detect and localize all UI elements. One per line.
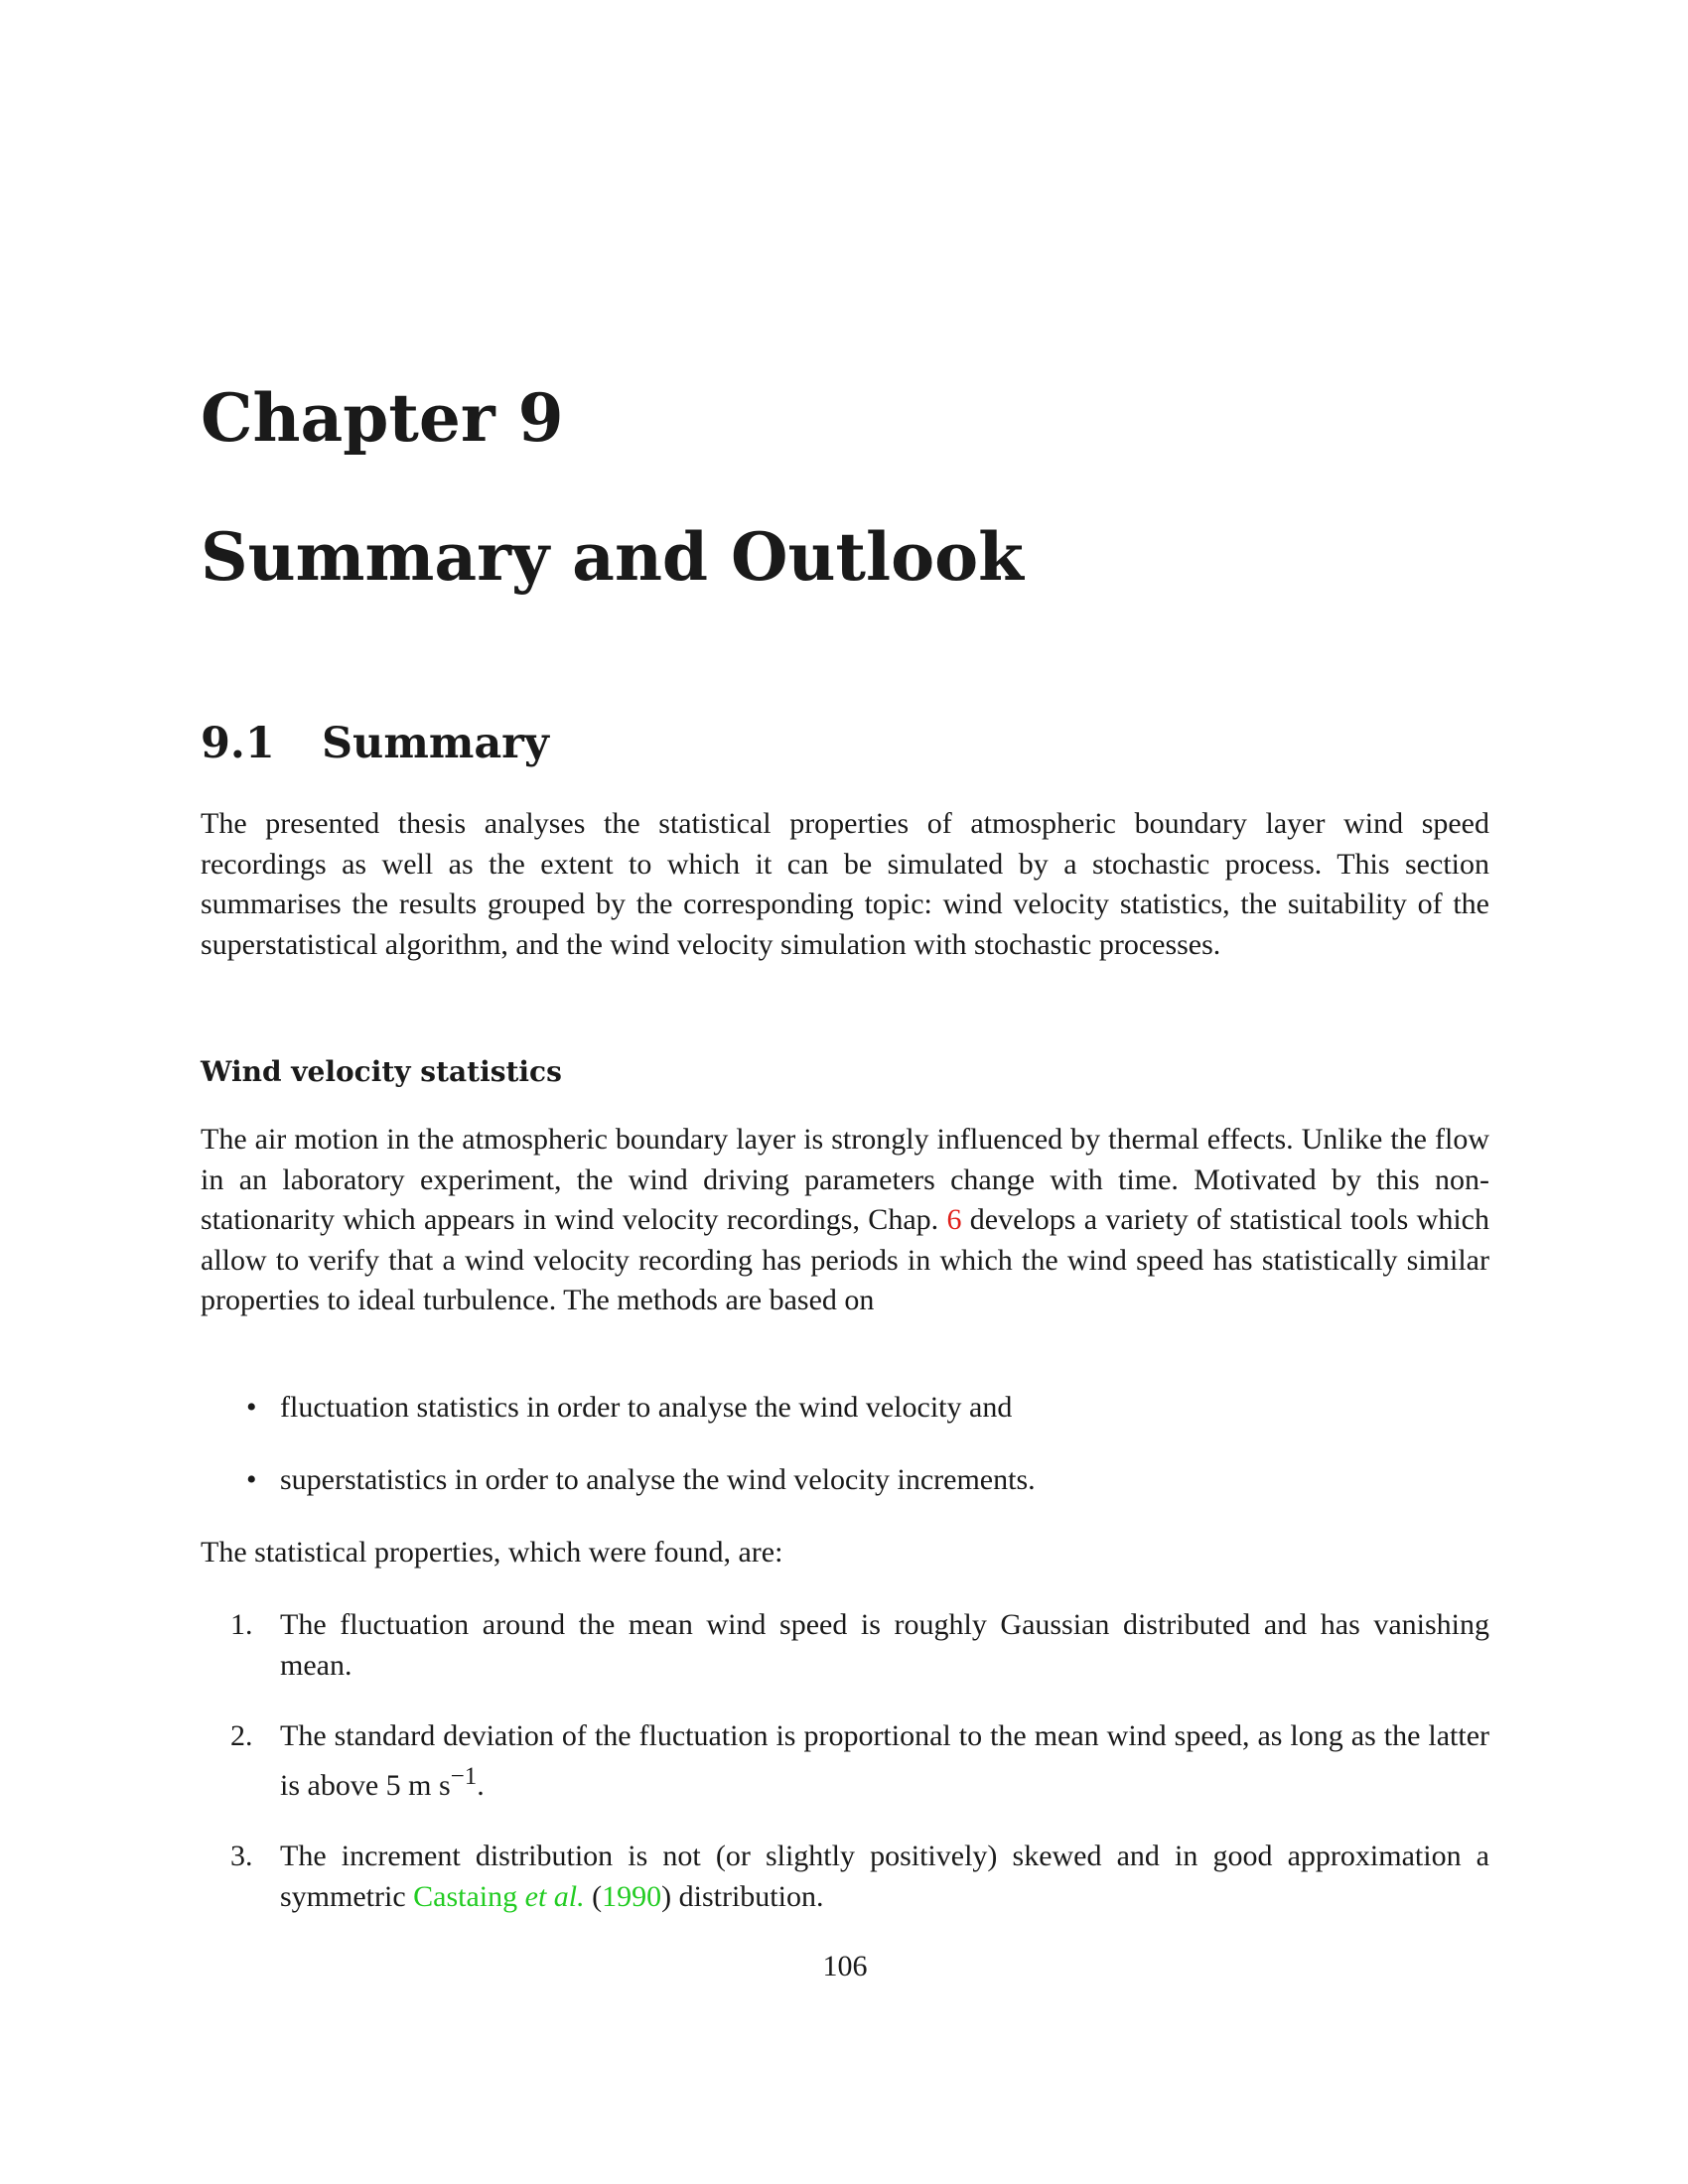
chapter-reference-link[interactable]: 6 [946,1203,962,1236]
item-number: 1. [230,1608,253,1641]
list-item [201,1605,1489,1686]
list-item-text: The increment distribution is not (or slightly positively) skewed and in good approximation a symmetric [280,1840,1489,1913]
section-title: Summary [322,719,549,768]
chapter-label: Chapter 9 [201,379,564,457]
list-item [201,1388,1489,1429]
section-heading [201,719,549,768]
page-number: 106 [822,1950,868,1982]
bullet-icon: • [246,1462,257,1496]
page [201,0,1489,2184]
wind-statistics-paragraph [201,1120,1489,1321]
sentence-end: . [477,1768,485,1802]
list-item [201,1837,1489,1917]
subsection-heading: Wind velocity statistics [201,1055,562,1088]
list-item [201,1716,1489,1806]
paragraph-text-start: The air motion in the atmospheric boundary layer is strongly influenced by thermal effects. Unlike the flow in an laboratory experiment, the wind driving parameters change with time. Motivated by this non-stationarity which appears in wind velocity recordings, Chap. [201,1123,1489,1236]
list-item-text: The fluctuation around the mean wind speed is roughly Gaussian distributed and has vanishing mean. [280,1608,1489,1682]
properties-intro: The statistical properties, which were found, are: [201,1536,783,1569]
paren-close: ) [661,1879,672,1913]
list-item-text: fluctuation statistics in order to analyse the wind velocity and [280,1391,1013,1424]
list-item-text-end: distribution. [671,1879,824,1913]
list-item [201,1460,1489,1501]
item-number: 3. [230,1840,253,1872]
list-item-text: superstatistics in order to analyse the wind velocity increments. [280,1462,1036,1496]
citation-etal-link[interactable]: et al. [524,1879,585,1913]
properties-list [201,1605,1489,1948]
bullet-icon: • [246,1391,257,1424]
citation-year-link[interactable]: 1990 [602,1879,662,1913]
citation-author-link[interactable]: Castaing [413,1879,525,1913]
paren-open: ( [584,1879,603,1913]
paragraph-text-end: develops a variety of statistical tools which allow to verify that a wind velocity recording has periods in which the wind speed has statistically similar properties to ideal turbulence. The methods are based on [201,1203,1489,1316]
methods-list [201,1388,1489,1532]
section-number: 9.1 [201,719,275,768]
chapter-title: Summary and Outlook [201,518,1024,596]
intro-paragraph: The presented thesis analyses the statistical properties of atmospheric boundary layer wind speed recordings as well as the extent to which it can be simulated by a stochastic process. This section summarises the results grouped by the corresponding topic: wind velocity statistics, the suitability of the superstatistical algorithm, and the wind velocity simulation with stochastic processes. [201,807,1489,961]
unit-exponent: −1 [450,1762,478,1790]
list-item-text: The standard deviation of the fluctuation is proportional to the mean wind speed, as long as the latter is above 5 m s [280,1719,1489,1802]
item-number: 2. [230,1719,253,1752]
